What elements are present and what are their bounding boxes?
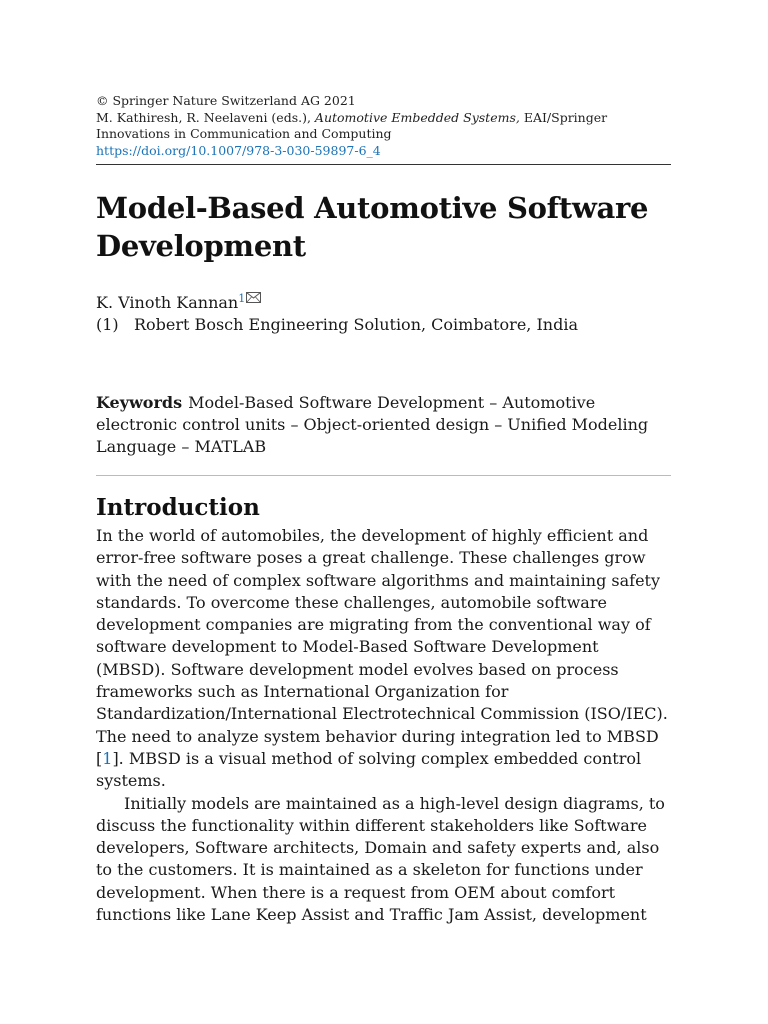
header-divider (96, 164, 671, 165)
chapter-title: Model-Based Automotive Software Development (96, 191, 649, 263)
mail-icon[interactable] (246, 287, 261, 309)
article-page (96, 93, 671, 926)
para1-text-a: In the world of automobiles, the development of highly efficient and error-free software poses a great challenge. These challenges grow with the need of complex software algorithms and maintaining safety standards. To overcome these challenges, automobile software development companies are migrating from the conventional way of software development to Model-Based Software Development (MBSD). Software development model evolves based on process frameworks such as International Organization for Standardization/International Electrotechnical Commission (ISO/IEC). The need to analyze system behavior during integration led to MBSD [ (96, 526, 668, 768)
author-line (96, 287, 671, 314)
section-heading: Introduction (96, 494, 260, 521)
citation-link[interactable]: 1 (102, 748, 113, 768)
book-citation (96, 110, 671, 143)
affiliation-text: Robert Bosch Engineering Solution, Coimbatore, India (134, 315, 578, 334)
affiliation-number: (1) (96, 315, 119, 334)
book-title: Automotive Embedded Systems, (314, 109, 520, 125)
intro-paragraph-2: Initially models are maintained as a high-level design diagrams, to discuss the functionality within different stakeholders like Software developers, Software architects, Domain and safety experts and, also to the customers. It is maintained as a skeleton for functions under development. When there is a request from OEM about comfort functions like Lane Keep Assist and Traffic Jam Assist, development (96, 793, 665, 925)
keywords-divider (96, 475, 671, 476)
keywords-block (96, 392, 671, 458)
affiliation (96, 314, 671, 336)
keywords-text: Model-Based Software Development – Automotive electronic control units – Object-oriented design – Unified Modeling Language – MATLAB (96, 393, 649, 456)
author-name[interactable]: K. Vinoth Kannan (96, 293, 239, 312)
editors: M. Kathiresh, R. Neelaveni (eds.), (96, 109, 311, 125)
doi-link[interactable]: https://doi.org/10.1007/978-3-030-59897-6_4 (96, 142, 381, 158)
intro-paragraph-1 (96, 525, 671, 793)
publication-meta (96, 93, 671, 159)
series-name: EAI/Springer Innovations in Communication and Computing (96, 109, 608, 141)
keywords-label: Keywords (96, 393, 183, 412)
para1-text-b: ]. MBSD is a visual method of solving complex embedded control systems. (96, 748, 642, 791)
affiliation-mark[interactable]: 1 (238, 292, 246, 305)
copyright-line: © Springer Nature Switzerland AG 2021 (96, 93, 356, 108)
